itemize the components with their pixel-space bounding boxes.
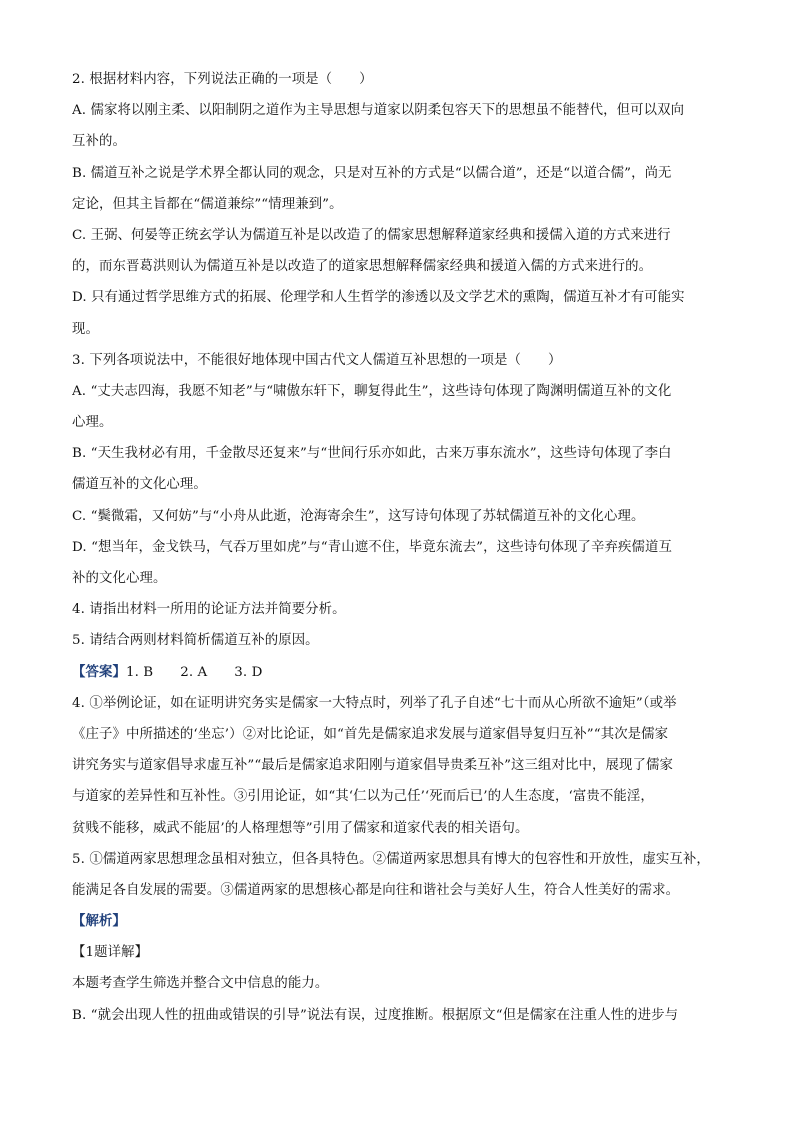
q2-option-c: C. 王弼、何晏等正统玄学认为儒道互补是以改造了的儒家思想解释道家经典和援儒入道的方式来进行 (72, 227, 671, 243)
q1-detail-intro: 本题考查学生筛选并整合文中信息的能力。 (72, 976, 329, 992)
q2-stem: 2. 根据材料内容，下列说法正确的一项是（ ） (72, 72, 373, 87)
q2-option-b: B. 儒道互补之说是学术界全都认同的观念，只是对互补的方式是“以儒合道”，还是“以道合儒”，尚无 (72, 165, 672, 181)
q2-option-d: D. 只有通过哲学思维方式的拓展、伦理学和人生哲学的渗透以及文学艺术的熏陶，儒道互补才有可能实 (72, 290, 685, 306)
q2-option-d-cont: 现。 (72, 321, 99, 337)
answer-values: 1. B 2. A 3. D (125, 664, 263, 680)
analysis-tag: 【解析】 (72, 913, 126, 930)
answer-5-line-2: 能满足各自发展的需要。③儒道两家的思想核心都是向往和谐社会与美好人生，符合人性美好的需求。 (72, 882, 680, 898)
q3-option-d-cont: 补的文化心理。 (72, 571, 167, 586)
q1-detail-b: B. “就会出现人性的扭曲或错误的引导”说法有误，过度推断。根据原文“但是儒家在注重人性的进步与 (72, 1007, 679, 1023)
q3-option-c: C. “鬓微霜，又何妨”与“小舟从此逝，沧海寄余生”，这写诗句体现了苏轼儒道互补的文化心理。 (72, 508, 645, 524)
answer-tag: 【答案】 (72, 663, 126, 680)
document-page (72, 64, 722, 1031)
q2-option-c-cont: 的，而东晋葛洪则认为儒道互补是以改造了的道家思想解释儒家经典和援道入儒的方式来进行的。 (72, 259, 653, 275)
q3-option-a: A. “丈夫志四海，我愿不知老”与“啸傲东轩下，聊复得此生”，这些诗句体现了陶渊明儒道互补的文化 (72, 383, 672, 399)
answer-4-line-3: 讲究务实与道家倡导求虚互补”“最后是儒家追求阳刚与道家倡导贵柔互补”这三组对比中，展现了儒家 (72, 758, 673, 774)
q5-stem: 5. 请结合两则材料简析儒道互补的原因。 (72, 633, 319, 649)
q3-option-d: D. “想当年，金戈铁马，气吞万里如虎”与“青山遮不住，毕竟东流去”，这些诗句体现了辛弃疾儒道互 (72, 539, 672, 555)
answer-4-line-5: 贫贱不能移，威武不能屈’的人格理想等”引用了儒家和道家代表的相关语句。 (72, 820, 529, 836)
answer-4-line-4: 与道家的差异性和互补性。③引用论证，如“其‘仁以为己任’‘死而后已’的人生态度，‘富贵不能淫， (72, 789, 654, 805)
q1-detail-heading: 【1题详解】 (72, 945, 149, 961)
q2-option-a: A. 儒家将以刚主柔、以阳制阴之道作为主导思想与道家以阴柔包容天下的思想虽不能替代，但可以双向 (72, 103, 685, 119)
answer-4-line-1: 4. ①举例论证，如在证明讲究务实是儒家一大特点时，列举了孔子自述“七十而从心所欲不逾矩”（或举 (72, 695, 677, 711)
q3-option-b: B. “天生我材必有用，千金散尽还复来”与“世间行乐亦如此，古来万事东流水”，这些诗句体现了李白 (72, 446, 672, 462)
q2-option-a-cont: 互补的。 (72, 134, 126, 150)
q2-option-b-cont: 定论，但其主旨都在“儒道兼综”“情理兼到”。 (72, 196, 343, 212)
answer-line (72, 657, 722, 688)
analysis-line (72, 906, 722, 937)
q3-option-b-cont: 儒道互补的文化心理。 (72, 477, 207, 493)
answer-4-line-2: 《庄子》中所描述的‘坐忘’）②对比论证，如“首先是儒家追求发展与道家倡导复归互补”“其次是儒家 (72, 726, 669, 742)
q3-stem: 3. 下列各项说法中，不能很好地体现中国古代文人儒道互补思想的一项是（ ） (72, 352, 562, 368)
q3-option-a-cont: 心理。 (72, 415, 113, 431)
q4-stem: 4. 请指出材料一所用的论证方法并简要分析。 (72, 602, 346, 618)
answer-5-line-1: 5. ①儒道两家思想理念虽相对独立，但各具特色。②儒道两家思想具有博大的包容性和开放性，虚实互补， (72, 851, 710, 867)
